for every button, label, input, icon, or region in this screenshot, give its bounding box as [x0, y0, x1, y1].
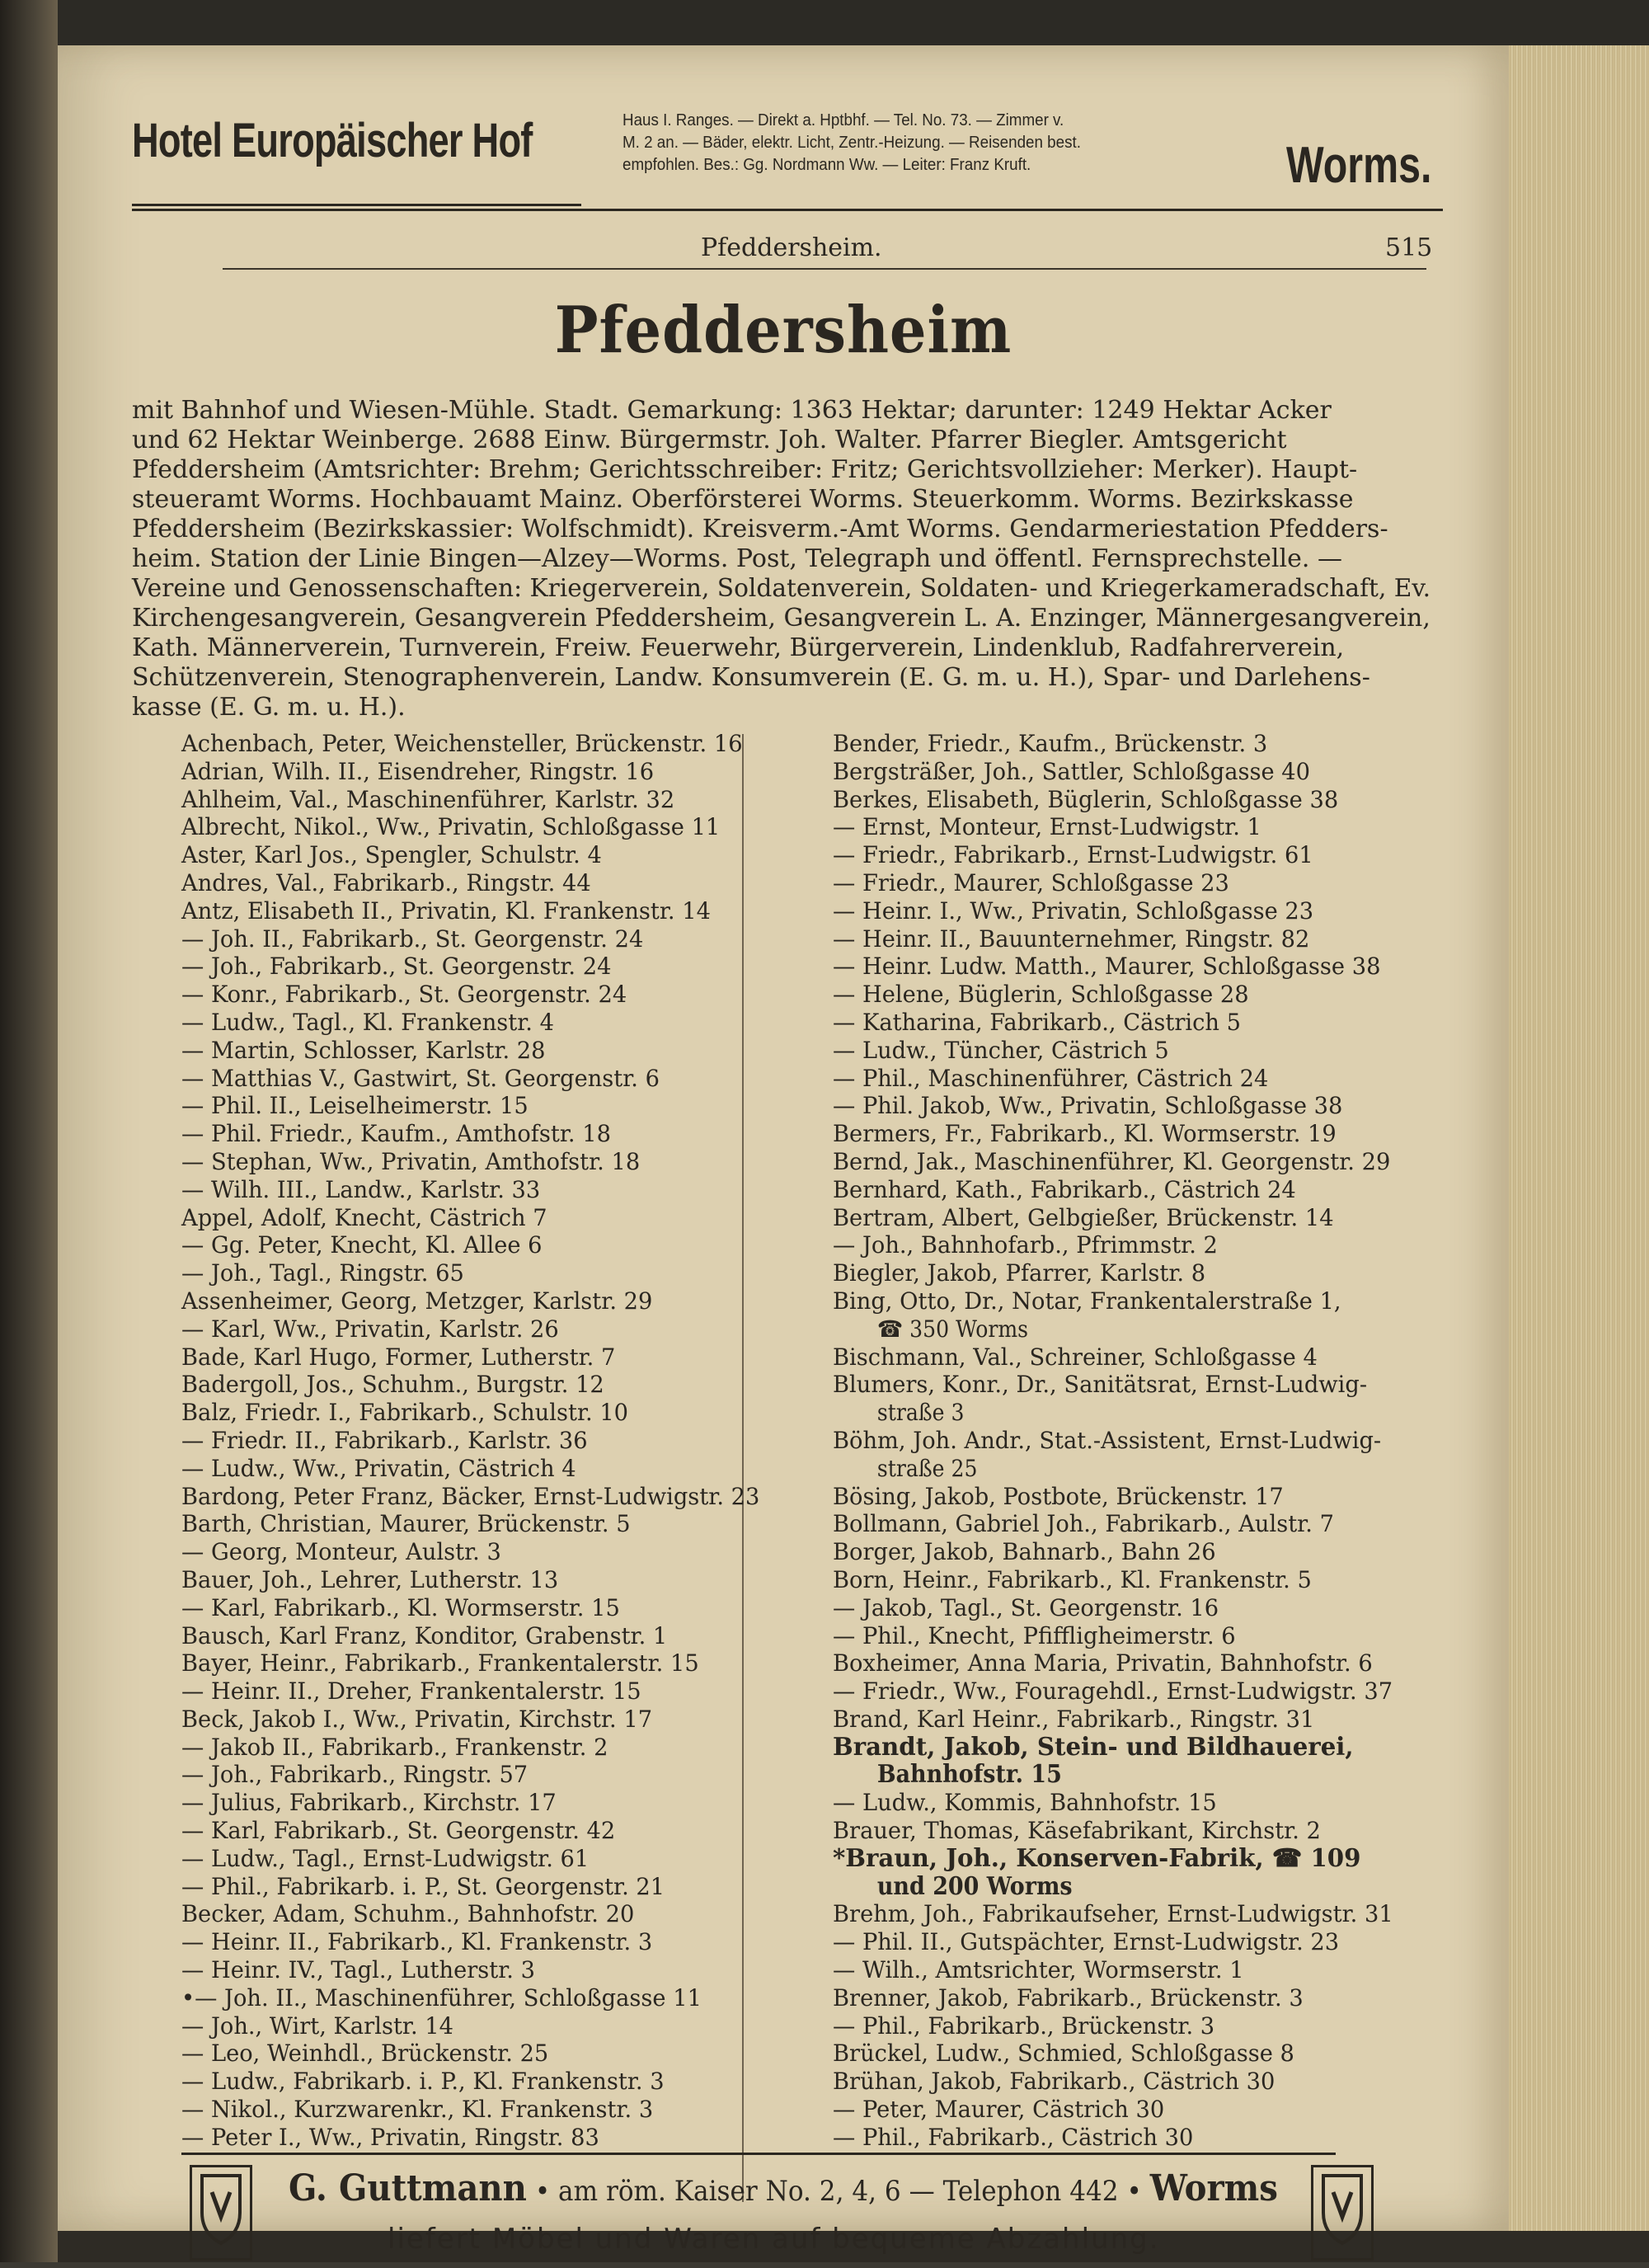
directory-entry: Bauer, Joh., Lehrer, Lutherstr. 13 [181, 1565, 559, 1593]
directory-entry: Beck, Jakob I., Ww., Privatin, Kirchstr. 17 [181, 1705, 653, 1733]
directory-entry: — Matthias V., Gastwirt, St. Georgenstr. 6 [181, 1064, 660, 1092]
directory-entry: Assenheimer, Georg, Metzger, Karlstr. 29 [181, 1287, 653, 1315]
directory-entry: Bergsträßer, Joh., Sattler, Schloßgasse 40 [833, 757, 1310, 785]
directory-entry: Berkes, Elisabeth, Büglerin, Schloßgasse 38 [833, 785, 1339, 813]
directory-entry: Bollmann, Gabriel Joh., Fabrikarb., Aulstr. 7 [833, 1510, 1334, 1538]
directory-entry: — Martin, Schlosser, Karlstr. 28 [181, 1036, 546, 1064]
directory-entry: Brauer, Thomas, Käsefabrikant, Kirchstr. 2 [833, 1817, 1321, 1845]
company-address: • am röm. Kaiser No. 2, 4, 6 — Telephon 442 • [534, 2175, 1142, 2208]
footer-rule [181, 2153, 1336, 2155]
directory-entry: — Ludw., Kommis, Bahnhofstr. 15 [833, 1789, 1217, 1817]
directory-entry: Bösing, Jakob, Postbote, Brückenstr. 17 [833, 1482, 1284, 1510]
directory-entry: — Ludw., Tüncher, Cästrich 5 [833, 1036, 1169, 1064]
book-spine-shadow [0, 0, 58, 2262]
directory-entry: — Phil. II., Leiselheimerstr. 15 [181, 1092, 529, 1120]
header-rule [223, 268, 1426, 270]
directory-entry: Bahnhofstr. 15 [876, 1760, 1062, 1790]
directory-entry: — Leo, Weinhdl., Brückenstr. 25 [181, 2040, 549, 2068]
directory-entry: — Wilh., Amtsrichter, Wormserstr. 1 [833, 1956, 1244, 1984]
directory-entry: Blumers, Konr., Dr., Sanitätsrat, Ernst-Ludwig- [833, 1371, 1368, 1399]
directory-entry: Bade, Karl Hugo, Former, Lutherstr. 7 [181, 1343, 616, 1371]
directory-entry: •— Joh. II., Maschinenführer, Schloßgasse 11 [181, 1983, 702, 2012]
description-line: Schützenverein, Stenographenverein, Landw. Konsumverein (E. G. m. u. H.), Spar- und Darlehens- [132, 663, 1370, 692]
hotel-info [622, 110, 1365, 176]
directory-entry: Andres, Val., Fabrikarb., Ringstr. 44 [181, 868, 591, 896]
directory-entry: — Ludw., Ww., Privatin, Cästrich 4 [181, 1454, 576, 1482]
directory-entry: — Stephan, Ww., Privatin, Amthofstr. 18 [181, 1147, 641, 1175]
town-description [132, 396, 1431, 722]
directory-entry: — Friedr., Ww., Fouragehdl., Ernst-Ludwigstr. 37 [833, 1677, 1393, 1706]
left-crest-icon [190, 2165, 252, 2261]
directory-entry: — Joh., Fabrikarb., St. Georgenstr. 24 [181, 953, 612, 981]
left-column [181, 730, 824, 2152]
directory-entry: Balz, Friedr. I., Fabrikarb., Schulstr. 10 [181, 1399, 629, 1427]
directory-entry: Bernhard, Kath., Fabrikarb., Cästrich 24 [833, 1175, 1296, 1203]
directory-entry: — Phil., Maschinenführer, Cästrich 24 [833, 1064, 1269, 1092]
directory-entry: — Peter, Maurer, Cästrich 30 [833, 2096, 1165, 2124]
company-city: Worms [1149, 2167, 1278, 2209]
directory-entry: — Phil. Jakob, Ww., Privatin, Schloßgasse 38 [833, 1092, 1343, 1120]
directory-entry: Biegler, Jakob, Pfarrer, Karlstr. 8 [833, 1259, 1206, 1287]
directory-entry: Bischmann, Val., Schreiner, Schloßgasse 4 [833, 1343, 1318, 1371]
directory-entry: — Heinr. II., Dreher, Frankentalerstr. 15 [181, 1677, 641, 1706]
directory-entry: Brehm, Joh., Fabrikaufseher, Ernst-Ludwigstr. 31 [833, 1900, 1393, 1928]
description-line: Pfeddersheim (Bezirkskassier: Wolfschmidt). Kreisverm.-Amt Worms. Gendarmeriestation Pfedders- [132, 515, 1388, 543]
directory-entry: — Nikol., Kurzwarenkr., Kl. Frankenstr. 3 [181, 2096, 654, 2124]
directory-entry: Achenbach, Peter, Weichensteller, Brückenstr. 16 [181, 730, 743, 757]
directory-entry: Brandt, Jakob, Stein- und Bildhauerei, [833, 1732, 1354, 1762]
hotel-ad-rule [132, 209, 1443, 211]
directory-entry: Brand, Karl Heinr., Fabrikarb., Ringstr. 31 [833, 1705, 1315, 1733]
directory-entry: — Jakob, Tagl., St. Georgenstr. 16 [833, 1593, 1219, 1621]
directory-entry: — Ernst, Monteur, Ernst-Ludwigstr. 1 [833, 813, 1261, 841]
running-head: Pfeddersheim. [701, 233, 882, 262]
directory-entry: — Heinr. II., Fabrikarb., Kl. Frankenstr. 3 [181, 1928, 653, 1956]
directory-entry: — Wilh. III., Landw., Karlstr. 33 [181, 1175, 541, 1203]
directory-entry: Böhm, Joh. Andr., Stat.-Assistent, Ernst-Ludwig- [833, 1426, 1382, 1454]
directory-entry: — Ludw., Tagl., Ernst-Ludwigstr. 61 [181, 1844, 590, 1872]
directory-entry: — Julius, Fabrikarb., Kirchstr. 17 [181, 1789, 557, 1817]
company-name: G. Guttmann [289, 2167, 527, 2209]
description-line: steueramt Worms. Hochbauamt Mainz. Oberförsterei Worms. Steuerkomm. Worms. Bezirkskasse [132, 485, 1354, 514]
directory-entry: Bernd, Jak., Maschinenführer, Kl. Georgenstr. 29 [833, 1147, 1391, 1175]
directory-entry: Bermers, Fr., Fabrikarb., Kl. Wormserstr. 19 [833, 1120, 1337, 1148]
directory-entry: Boxheimer, Anna Maria, Privatin, Bahnhofstr. 6 [833, 1649, 1373, 1677]
directory-entry: — Friedr., Maurer, Schloßgasse 23 [833, 868, 1229, 896]
description-line: und 62 Hektar Weinberge. 2688 Einw. Bürgermstr. Joh. Walter. Pfarrer Biegler. Amtsgericht [132, 426, 1287, 454]
description-line: Kath. Männerverein, Turnverein, Freiw. Feuerwehr, Bürgerverein, Lindenklub, Radfahrerverein, [132, 633, 1345, 662]
directory-entry: — Joh., Wirt, Karlstr. 14 [181, 2012, 454, 2040]
directory-entry: Albrecht, Nikol., Ww., Privatin, Schloßgasse 11 [181, 813, 721, 841]
directory-entry: Brückel, Ludw., Schmied, Schloßgasse 8 [833, 2040, 1294, 2068]
description-line: heim. Station der Linie Bingen—Alzey—Worms. Post, Telegraph und öffentl. Fernsprechstelle. — [132, 544, 1342, 573]
directory-entry: Becker, Adam, Schuhm., Bahnhofstr. 20 [181, 1900, 635, 1928]
directory-entry: — Heinr. II., Bauunternehmer, Ringstr. 82 [833, 925, 1310, 953]
hotel-advertisement [132, 103, 1435, 227]
directory-entry: — Friedr. II., Fabrikarb., Karlstr. 36 [181, 1426, 588, 1454]
directory-entry: straße 3 [876, 1399, 965, 1427]
directory-entry: — Joh., Fabrikarb., Ringstr. 57 [181, 1761, 529, 1789]
directory-entry: — Peter I., Ww., Privatin, Ringstr. 83 [181, 2123, 599, 2151]
directory-entry: und 200 Worms [876, 1871, 1073, 1901]
page-number: 515 [1385, 233, 1433, 262]
hotel-name: Hotel Europäischer Hof [132, 114, 533, 167]
description-line: mit Bahnhof und Wiesen-Mühle. Stadt. Gemarkung: 1363 Hektar; darunter: 1249 Hektar Acker [132, 396, 1332, 425]
directory-entry: *Braun, Joh., Konserven-Fabrik, ☎ 109 [833, 1843, 1361, 1873]
directory-entry: — Georg, Monteur, Aulstr. 3 [181, 1538, 501, 1566]
directory-entry: Aster, Karl Jos., Spengler, Schulstr. 4 [181, 841, 602, 869]
directory-entry: Adrian, Wilh. II., Eisendreher, Ringstr. 16 [181, 757, 655, 785]
directory-entry: Brühan, Jakob, Fabrikarb., Cästrich 30 [833, 2068, 1276, 2096]
description-line: Pfeddersheim (Amtsrichter: Brehm; Gerichtsschreiber: Fritz; Gerichtsvollzieher: Merker). Haupt- [132, 455, 1358, 484]
directory-entry: Ahlheim, Val., Maschinenführer, Karlstr. 32 [181, 785, 675, 813]
directory-entry: — Joh. II., Fabrikarb., St. Georgenstr. 24 [181, 925, 644, 953]
directory-entry: — Heinr. I., Ww., Privatin, Schloßgasse 23 [833, 896, 1314, 925]
directory-entry: Bardong, Peter Franz, Bäcker, Ernst-Ludwigstr. 23 [181, 1482, 760, 1510]
directory-entry: — Heinr. IV., Tagl., Lutherstr. 3 [181, 1956, 535, 1984]
directory-entry: — Ludw., Tagl., Kl. Frankenstr. 4 [181, 1008, 555, 1036]
directory-entry: straße 25 [876, 1454, 978, 1482]
directory-entry: — Phil., Fabrikarb. i. P., St. Georgenstr. 21 [181, 1872, 665, 1900]
directory-entry: — Phil., Fabrikarb., Cästrich 30 [833, 2123, 1194, 2151]
town-title: Pfeddersheim [554, 293, 1012, 368]
directory-entry: Born, Heinr., Fabrikarb., Kl. Frankenstr. 5 [833, 1565, 1312, 1593]
directory-entry: — Friedr., Fabrikarb., Ernst-Ludwigstr. 61 [833, 841, 1313, 869]
directory-entry: Appel, Adolf, Knecht, Cästrich 7 [181, 1203, 547, 1231]
directory-entry: Barth, Christian, Maurer, Brückenstr. 5 [181, 1510, 631, 1538]
directory-entry: Bender, Friedr., Kaufm., Brückenstr. 3 [833, 730, 1268, 757]
directory-entry: — Helene, Büglerin, Schloßgasse 28 [833, 981, 1249, 1009]
directory-entry: — Phil., Knecht, Pfiffligheimerstr. 6 [833, 1621, 1236, 1649]
directory-entry: — Joh., Bahnhofarb., Pfrimmstr. 2 [833, 1231, 1218, 1259]
directory-entry: Bertram, Albert, Gelbgießer, Brückenstr. 14 [833, 1203, 1334, 1231]
directory-page [58, 45, 1509, 2256]
directory-entry: — Heinr. Ludw. Matth., Maurer, Schloßgasse 38 [833, 953, 1381, 981]
hotel-info-line: empfohlen. Bes.: Gg. Nordmann Ww. — Leiter: Franz Kruft. [622, 156, 1031, 174]
directory-entry: Bayer, Heinr., Fabrikarb., Frankentalerstr. 15 [181, 1649, 699, 1677]
description-line: Vereine und Genossenschaften: Kriegerverein, Soldatenverein, Soldaten- und Kriegerkameradschaft, Ev. [132, 574, 1431, 603]
right-column [833, 730, 1476, 2152]
top-background [58, 0, 1649, 45]
furniture-advertisement [181, 2153, 1336, 2268]
directory-entry: — Phil. Friedr., Kaufm., Amthofstr. 18 [181, 1120, 611, 1148]
directory-entry: — Gg. Peter, Knecht, Kl. Allee 6 [181, 1231, 543, 1259]
directory-entry: — Phil., Fabrikarb., Brückenstr. 3 [833, 2012, 1215, 2040]
footer-line-1 [289, 2167, 1278, 2209]
hotel-info-line: M. 2 an. — Bäder, elektr. Licht, Zentr.-Heizung. — Reisenden best. [622, 134, 1081, 152]
hotel-name-underline [132, 204, 581, 206]
directory-entry: — Karl, Fabrikarb., Kl. Wormserstr. 15 [181, 1593, 620, 1621]
directory-entry: Bausch, Karl Franz, Konditor, Grabenstr. 1 [181, 1621, 668, 1649]
right-crest-icon [1311, 2165, 1374, 2261]
hotel-city: Worms. [1286, 137, 1432, 194]
directory-entry: ☎ 350 Worms [876, 1315, 1029, 1343]
directory-entry: — Phil. II., Gutspächter, Ernst-Ludwigstr. 23 [833, 1928, 1340, 1956]
directory-entry: Antz, Elisabeth II., Privatin, Kl. Frankenstr. 14 [181, 896, 711, 925]
page-edges [1509, 45, 1649, 2231]
directory-entry: Borger, Jakob, Bahnarb., Bahn 26 [833, 1538, 1216, 1566]
hotel-info-line: Haus I. Ranges. — Direkt a. Hptbhf. — Tel. No. 73. — Zimmer v. [622, 111, 1064, 129]
directory-entry: — Ludw., Fabrikarb. i. P., Kl. Frankenstr. 3 [181, 2068, 665, 2096]
directory-entry: — Jakob II., Fabrikarb., Frankenstr. 2 [181, 1733, 608, 1761]
directory-entry: — Konr., Fabrikarb., St. Georgenstr. 24 [181, 981, 627, 1009]
description-line: kasse (E. G. m. u. H.). [132, 693, 406, 722]
description-line: Kirchengesangverein, Gesangverein Pfeddersheim, Gesangverein L. A. Enzinger, Männergesangverein, [132, 604, 1431, 633]
directory-entry: Badergoll, Jos., Schuhm., Burgstr. 12 [181, 1371, 604, 1399]
directory-entry: — Karl, Ww., Privatin, Karlstr. 26 [181, 1315, 559, 1343]
directory-entry: — Joh., Tagl., Ringstr. 65 [181, 1259, 464, 1287]
directory-entry: Brenner, Jakob, Fabrikarb., Brückenstr. 3 [833, 1983, 1304, 2012]
directory-entry: — Katharina, Fabrikarb., Cästrich 5 [833, 1008, 1242, 1036]
company-slogan: liefert Möbel und Waren auf bequeme Abzahlung. [388, 2223, 1160, 2256]
directory-entry: Bing, Otto, Dr., Notar, Frankentalerstraße 1, [833, 1287, 1341, 1315]
directory-entry: — Karl, Fabrikarb., St. Georgenstr. 42 [181, 1817, 616, 1845]
